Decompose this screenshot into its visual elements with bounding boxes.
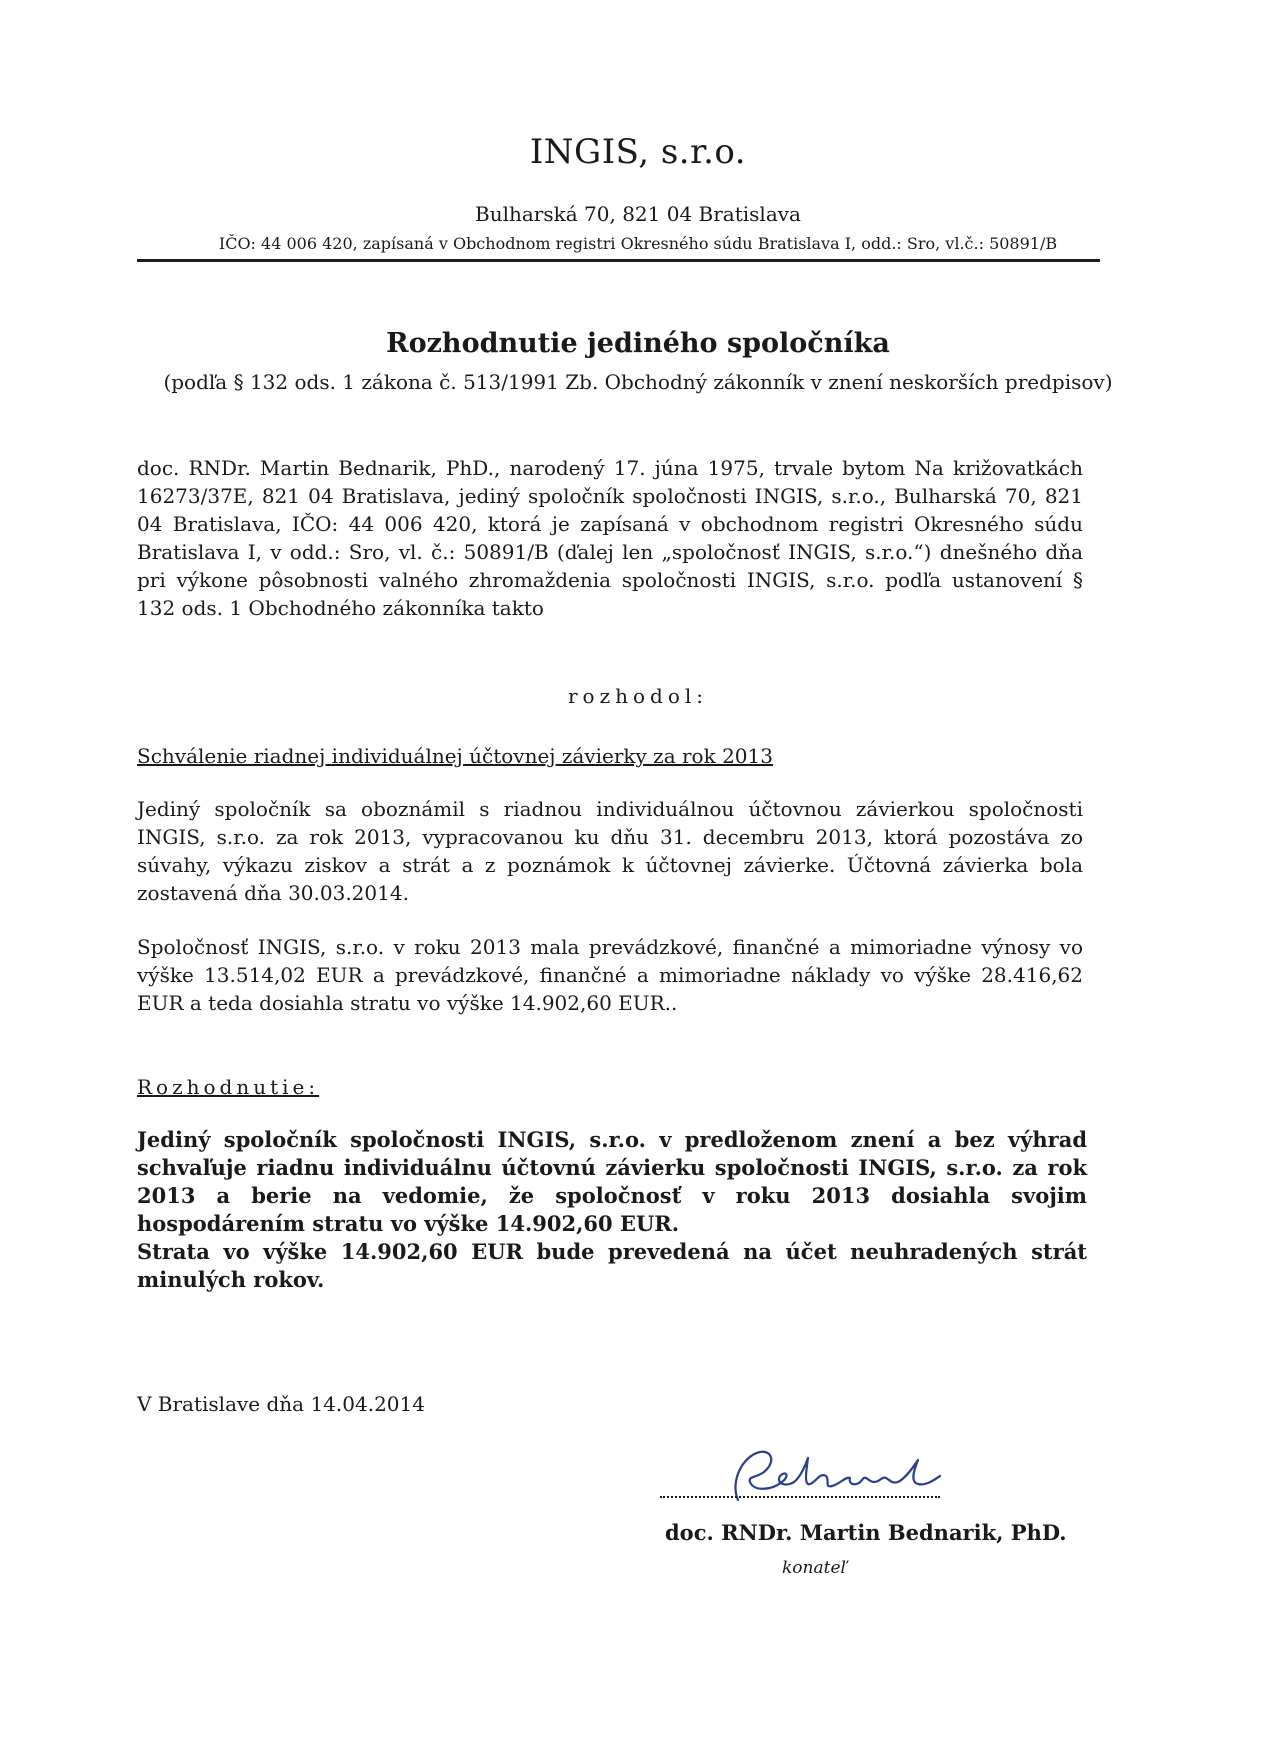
decided-heading: rozhodol: bbox=[567, 684, 709, 708]
statement-paragraph-1: Jediný spoločník sa oboznámil s riadnou individuálnou účtovnou závierkou spoločnosti INGIS, s.r.o. za rok 2013, vypracovanou ku dňu 31. decembru 2013, ktorá pozostáva zo súvahy, výkazu ziskov a strát a z poznámok k účtovnej závierke. Účtovná závierka bola zostavená dňa 30.03.2014. bbox=[137, 797, 1083, 905]
document-title: Rozhodnutie jediného spoločníka bbox=[386, 328, 890, 359]
handwritten-signature bbox=[720, 1442, 950, 1512]
company-address: Bulharská 70, 821 04 Bratislava bbox=[475, 202, 801, 226]
signatory-name: doc. RNDr. Martin Bednarik, PhD. bbox=[665, 1520, 1067, 1545]
company-registry: IČO: 44 006 420, zapísaná v Obchodnom registri Okresného súdu Bratislava I, odd.: Sro, vl.č.: 50891/B bbox=[218, 234, 1058, 253]
signature-line bbox=[660, 1496, 940, 1498]
place-and-date: V Bratislave dňa 14.04.2014 bbox=[137, 1392, 425, 1416]
signatory-role: konateľ bbox=[782, 1558, 848, 1578]
document-subtitle: (podľa § 132 ods. 1 zákona č. 513/1991 Zb. Obchodný zákonník v znení neskorších predpisov) bbox=[163, 370, 1113, 394]
statement-paragraph-2: Spoločnosť INGIS, s.r.o. v roku 2013 mala prevádzkové, finančné a mimoriadne výnosy vo výške 13.514,02 EUR a prevádzkové, finančné a mimoriadne náklady vo výške 28.416,62 EUR a teda dosiahla stratu vo výške 14.902,60 EUR.. bbox=[137, 935, 1083, 1015]
decision-text-2: Strata vo výške 14.902,60 EUR bude prevedená na účet neuhradených strát minulých rokov. bbox=[137, 1239, 1087, 1292]
decision-text-1: Jediný spoločník spoločnosti INGIS, s.r.o. v predloženom znení a bez výhrad schvaľuje riadnu individuálnu účtovnú závierku spoločnosti INGIS, s.r.o. za rok 2013 a berie na vedomie, že spoločnosť v roku 2013 dosiahla svojim hospodárením stratu vo výške 14.902,60 EUR. bbox=[137, 1127, 1087, 1236]
section-heading: Schválenie riadnej individuálnej účtovnej závierky za rok 2013 bbox=[137, 744, 773, 768]
decision-block bbox=[137, 1126, 1087, 1294]
intro-paragraph: doc. RNDr. Martin Bednarik, PhD., narodený 17. júna 1975, trvale bytom Na križovatkách 16273/37E, 821 04 Bratislava, jediný spoločník spoločnosti INGIS, s.r.o., Bulharská 70, 821 04 Bratislava, IČO: 44 006 420, ktorá je zapísaná v obchodnom registri Okresného súdu Bratislava I, v odd.: Sro, vl. č.: 50891/B (ďalej len „spoločnosť INGIS, s.r.o.“) dnešného dňa pri výkone pôsobnosti valného zhromaždenia spoločnosti INGIS, s.r.o. podľa ustanovení § 132 ods. 1 Obchodného zákonníka takto bbox=[137, 456, 1083, 620]
company-name: INGIS, s.r.o. bbox=[529, 132, 747, 172]
letterhead-divider bbox=[137, 259, 1100, 262]
decision-heading: Rozhodnutie: bbox=[137, 1075, 320, 1099]
